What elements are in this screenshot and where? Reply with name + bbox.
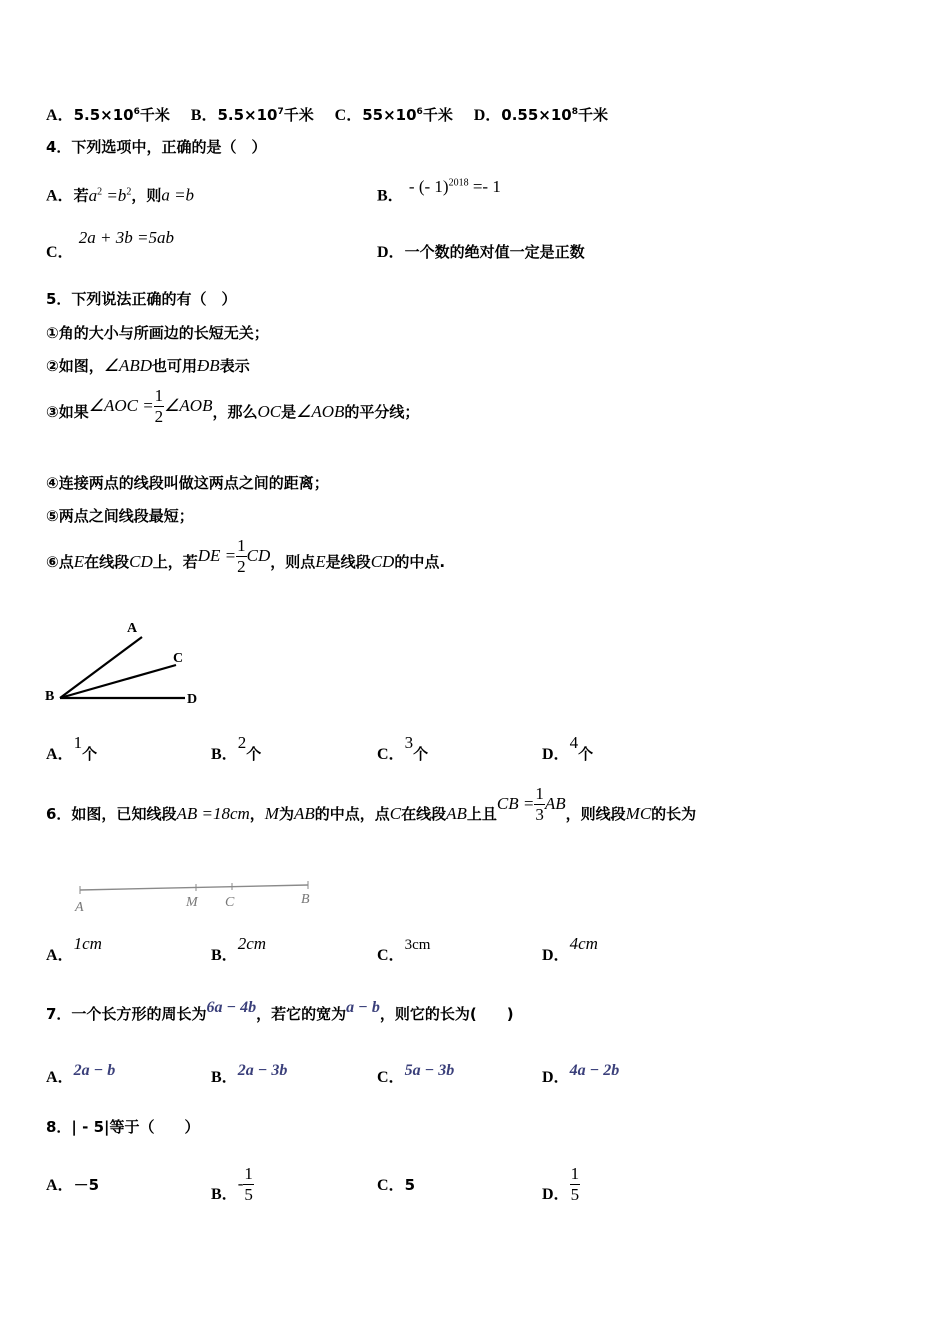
option-label: B．: [211, 746, 238, 763]
text: ⑥点: [46, 553, 74, 571]
option-unit: 个: [246, 745, 262, 763]
math-expr: OC: [257, 402, 282, 421]
point-label-b: B: [301, 892, 310, 907]
text: ，那么: [212, 403, 258, 421]
q7-stem: [46, 999, 514, 1025]
option-value: 1cm: [73, 934, 102, 953]
math-exponent: 2: [97, 186, 103, 197]
option-value: 2cm: [237, 934, 267, 953]
text: 为: [278, 805, 294, 823]
option-unit: 千米: [139, 106, 170, 124]
option-text: 5.5×10: [73, 106, 134, 124]
q6-option-b[interactable]: [211, 934, 267, 966]
option-exponent: 7: [277, 107, 284, 117]
option-value: 4cm: [569, 934, 598, 953]
q4-option-c[interactable]: [46, 228, 174, 263]
math-expr: DE =: [197, 546, 237, 565]
q8-option-c[interactable]: [377, 1175, 415, 1196]
math-expr: AB: [544, 794, 566, 813]
math-expr: ∠AOB: [296, 402, 345, 421]
option-label: A．: [46, 947, 74, 964]
point-label-c: C: [225, 895, 235, 910]
segment-ab: [80, 885, 308, 890]
option-number: 1: [73, 733, 83, 752]
q3-option-c[interactable]: [335, 106, 458, 124]
fraction: [534, 784, 545, 825]
text: 的长为: [651, 805, 697, 823]
text: ②如图，: [46, 357, 104, 375]
math-expr: CB =: [496, 794, 535, 813]
option-label: B．: [211, 1069, 238, 1086]
option-label: B．: [377, 187, 404, 205]
fraction-denominator: 5: [570, 1185, 580, 1204]
option-unit: 千米: [578, 106, 609, 124]
point-label-c: C: [173, 651, 184, 666]
math-expr: [89, 186, 132, 205]
fraction-denominator: 2: [237, 557, 246, 576]
option-label: A．: [46, 746, 74, 763]
text: 6．如图，已知线段: [46, 805, 177, 823]
text: 在线段: [84, 553, 130, 571]
option-exponent: 6: [133, 107, 140, 117]
text: 是线段: [325, 553, 371, 571]
q5-statement-3: [46, 386, 420, 434]
ray-ba: [60, 637, 142, 698]
math-expr: E: [315, 552, 326, 571]
text: 表示: [219, 357, 250, 375]
math-expr: CD: [246, 546, 271, 565]
q5-statement-4: ④连接两点的线段叫做这两点之间的距离；: [46, 474, 329, 492]
q3-option-d[interactable]: [474, 106, 608, 124]
option-label: B．: [211, 1186, 238, 1203]
fraction: [154, 386, 165, 427]
option-unit: 个: [82, 745, 98, 763]
math-expr: CD: [370, 552, 395, 571]
fraction-numerator: 1: [535, 784, 544, 803]
q6-segment-figure: [70, 874, 330, 918]
option-unit: 个: [413, 745, 429, 763]
math-expr: [409, 177, 501, 196]
option-value: 4a − 2b: [569, 1062, 620, 1079]
q5-statement-5: ⑤两点之间线段最短；: [46, 507, 194, 525]
option-label: C．: [377, 1177, 405, 1194]
q7-option-d[interactable]: [542, 1062, 620, 1088]
q5-stem: 5．下列说法正确的有（ ）: [46, 290, 237, 308]
option-value: 2a − 3b: [237, 1062, 288, 1079]
q8-option-a[interactable]: [46, 1175, 99, 1196]
math-expr: ÐB: [197, 356, 220, 375]
math-exponent: 2018: [448, 177, 469, 188]
fraction-numerator: 1: [154, 386, 164, 405]
q5-option-d[interactable]: [542, 733, 594, 765]
option-text: 0.55×10: [501, 106, 572, 124]
option-unit: 千米: [283, 106, 314, 124]
option-label: B．: [211, 947, 238, 964]
option-label: A．: [46, 107, 74, 124]
fraction-denominator: 2: [154, 407, 164, 426]
text: ，则线段: [565, 805, 626, 823]
math-part: a: [88, 185, 98, 205]
option-label: C．: [377, 947, 405, 964]
fraction-denominator: 5: [244, 1185, 253, 1204]
option-value: －5: [73, 1176, 99, 1194]
q5-angle-figure: [40, 612, 210, 712]
math-expr: a − b: [346, 999, 380, 1016]
q4-option-a[interactable]: [46, 182, 194, 207]
option-text: 若: [73, 186, 89, 205]
q3-option-a[interactable]: [46, 106, 175, 124]
math-expr: ∠ABD: [103, 356, 152, 375]
q5-statement-2: [46, 356, 250, 376]
q4-stem: 4．下列选项中，正确的是（ ）: [46, 138, 267, 156]
math-expr: AB: [446, 804, 467, 823]
fraction-numerator: 1: [237, 536, 246, 555]
math-expr: E: [73, 552, 85, 571]
option-label: D．: [542, 1186, 570, 1203]
option-label: D．: [542, 947, 570, 964]
q6-option-a[interactable]: [46, 934, 102, 966]
math-exponent: 2: [126, 186, 132, 197]
q7-option-b[interactable]: [211, 1062, 288, 1088]
option-label: D．: [542, 1069, 570, 1086]
text: 也可用: [152, 357, 198, 375]
text: 上且: [466, 805, 497, 823]
math-expr: M: [264, 804, 279, 823]
option-label: D．: [377, 244, 405, 261]
option-label: A．: [46, 1177, 74, 1194]
math-part: =- 1: [468, 176, 501, 196]
option-label: B．: [190, 107, 218, 124]
q5-statement-1: ①角的大小与所画边的长短无关；: [46, 324, 269, 342]
q6-option-d[interactable]: [542, 934, 598, 966]
fraction-numerator: 1: [244, 1164, 253, 1183]
option-exponent: 8: [571, 107, 579, 117]
minus-sign: -: [237, 1174, 244, 1193]
text: 在线段: [401, 805, 447, 823]
fraction: [243, 1164, 254, 1205]
option-value: 5a − 3b: [404, 1062, 455, 1079]
text: ，若它的宽为: [256, 1005, 347, 1023]
text: 的平分线；: [344, 403, 420, 421]
text: 上，若: [152, 553, 198, 571]
q5-option-c[interactable]: [377, 733, 429, 765]
math-expr: ∠AOC =: [88, 396, 154, 415]
q7-option-a[interactable]: [46, 1062, 116, 1088]
q5-option-b[interactable]: [211, 733, 262, 765]
fraction: [570, 1164, 581, 1205]
math-expr: AB =18cm: [176, 804, 250, 823]
text: 7．一个长方形的周长为: [46, 1005, 207, 1023]
text: ，: [249, 805, 265, 823]
text: 的中点，点: [314, 805, 390, 823]
option-number: 4: [569, 733, 579, 752]
math-expr: 6a − 4b: [206, 999, 257, 1016]
math-part: - (- 1): [408, 176, 449, 196]
fraction-numerator: 1: [570, 1164, 580, 1183]
option-value: 2a − b: [73, 1062, 116, 1079]
option-text: 55×10: [362, 106, 417, 124]
q7-option-c[interactable]: [377, 1062, 455, 1088]
q8-stem: 8．| - 5|等于（ ）: [46, 1118, 200, 1136]
point-label-a: A: [127, 621, 138, 636]
q6-stem: [46, 784, 697, 836]
option-text: ，则: [131, 186, 162, 205]
option-unit: 千米: [422, 106, 453, 124]
option-unit: 个: [578, 745, 594, 763]
option-label: C．: [46, 244, 74, 261]
point-label-m: M: [186, 895, 198, 910]
math-expr: MC: [625, 804, 652, 823]
math-expr: CD: [129, 552, 153, 571]
option-value: 5: [404, 1176, 415, 1194]
q5-option-a[interactable]: [46, 733, 98, 765]
q4-option-d[interactable]: [377, 242, 585, 263]
q8-option-b[interactable]: [211, 1160, 254, 1209]
math-expr: a =b: [161, 185, 195, 205]
option-exponent: 6: [416, 107, 423, 117]
option-value: 3cm: [404, 937, 431, 953]
math-expr: AB: [293, 804, 315, 823]
option-text: 5.5×10: [217, 106, 278, 124]
point-label-d: D: [187, 692, 198, 707]
math-expr: ∠AOB: [164, 396, 213, 415]
option-label: A．: [46, 187, 74, 205]
option-label: C．: [334, 107, 363, 124]
q8-option-d[interactable]: [542, 1160, 580, 1209]
text: 的中点.: [394, 553, 446, 571]
option-text: 一个数的绝对值一定是正数: [404, 243, 585, 261]
point-label-b: B: [45, 689, 55, 704]
ray-bc: [60, 665, 176, 698]
fraction-denominator: 3: [535, 805, 544, 824]
math-part: =b: [102, 185, 127, 205]
q4-option-b[interactable]: [377, 176, 501, 207]
option-label: A．: [46, 1069, 74, 1086]
text: ，则点: [270, 553, 316, 571]
option-label: C．: [377, 746, 405, 763]
fraction: [236, 536, 247, 577]
point-label-a: A: [75, 900, 84, 915]
option-number: 2: [237, 733, 247, 752]
q3-option-b[interactable]: [191, 106, 319, 124]
q3-options-row: [46, 102, 608, 126]
option-label: C．: [377, 1069, 405, 1086]
option-label: D．: [542, 746, 570, 763]
math-expr: C: [389, 804, 402, 823]
option-label: D．: [473, 107, 502, 124]
q5-statement-6: [46, 536, 446, 584]
text: 是: [281, 403, 297, 421]
q6-option-c[interactable]: [377, 937, 431, 966]
math-expr: 2a + 3b =5ab: [78, 228, 174, 247]
text: ，则它的长为( ): [379, 1005, 514, 1023]
text: ③如果: [46, 403, 89, 421]
option-number: 3: [404, 733, 414, 752]
